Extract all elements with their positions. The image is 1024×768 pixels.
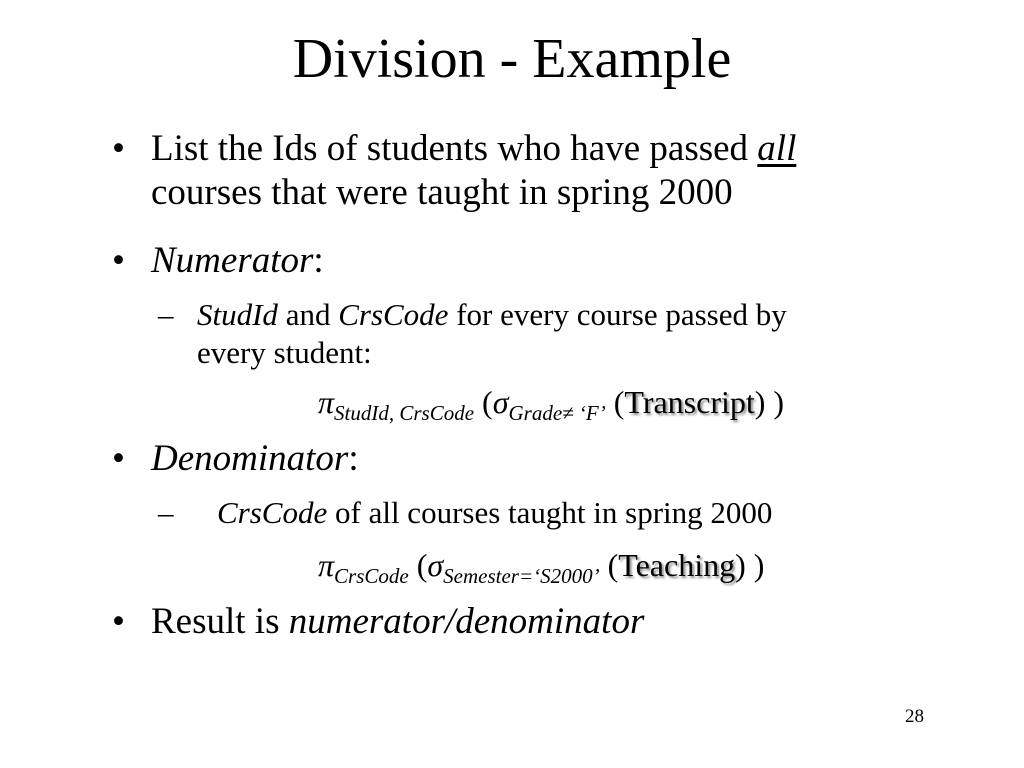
relation-transcript: Transcript: [624, 384, 755, 420]
sub-item-text: [217, 494, 977, 532]
bullet-text: [151, 437, 971, 481]
colon: :: [348, 438, 359, 479]
sigma-subscript: Grade≠ ‘F’: [508, 401, 606, 425]
sigma-symbol: σ: [427, 547, 444, 583]
bullet-text: [151, 239, 971, 283]
sigma-symbol: σ: [492, 384, 509, 420]
open-paren-2: (: [599, 547, 619, 583]
numerator-formula: [318, 382, 784, 426]
sub-text-a: for every course passed by: [448, 297, 787, 332]
bullet-marker: •: [112, 438, 125, 479]
sigma-subscript: Semester=‘S2000’: [443, 564, 600, 588]
close-parens: ) ): [754, 384, 785, 420]
crscode-term: CrsCode: [338, 297, 449, 332]
pi-subscript: StudId, CrsCode: [334, 401, 475, 425]
open-paren: (: [474, 384, 493, 420]
slide-title: Division - Example: [292, 28, 732, 90]
numerator-label: Numerator: [151, 240, 314, 281]
question-text-end: courses that were taught in spring 2000: [151, 172, 733, 213]
sub-text-b: every student:: [197, 335, 372, 370]
bullet-marker: •: [112, 601, 125, 642]
colon: :: [313, 240, 324, 281]
sub-item-text: [197, 296, 977, 372]
dash-marker: –: [158, 495, 174, 530]
close-parens: ) ): [735, 547, 765, 583]
bullet-text: [151, 600, 971, 644]
bullet-marker: •: [112, 128, 125, 169]
open-paren: (: [408, 547, 428, 583]
denominator-formula: [318, 545, 764, 589]
open-paren-2: (: [605, 384, 625, 420]
pi-subscript: CrsCode: [334, 564, 409, 588]
pi-symbol: π: [318, 547, 335, 583]
question-text-start: List the Ids of students who have passed: [151, 128, 758, 169]
bullet-text: [151, 127, 971, 215]
pi-symbol: π: [318, 384, 335, 420]
result-text: Result is: [151, 601, 289, 642]
studid-term: StudId: [197, 297, 278, 332]
denominator-label: Denominator: [151, 438, 349, 479]
dash-marker: –: [158, 297, 174, 332]
and-text: and: [277, 297, 339, 332]
relation-teaching: Teaching: [618, 547, 736, 583]
bullet-marker: •: [112, 240, 125, 281]
page-number: 28: [905, 706, 924, 727]
emphasis-all: all: [757, 128, 797, 169]
sub-text: of all courses taught in spring 2000: [327, 495, 773, 530]
result-emphasis: numerator/denominator: [288, 601, 645, 642]
crscode-term: CrsCode: [217, 495, 328, 530]
